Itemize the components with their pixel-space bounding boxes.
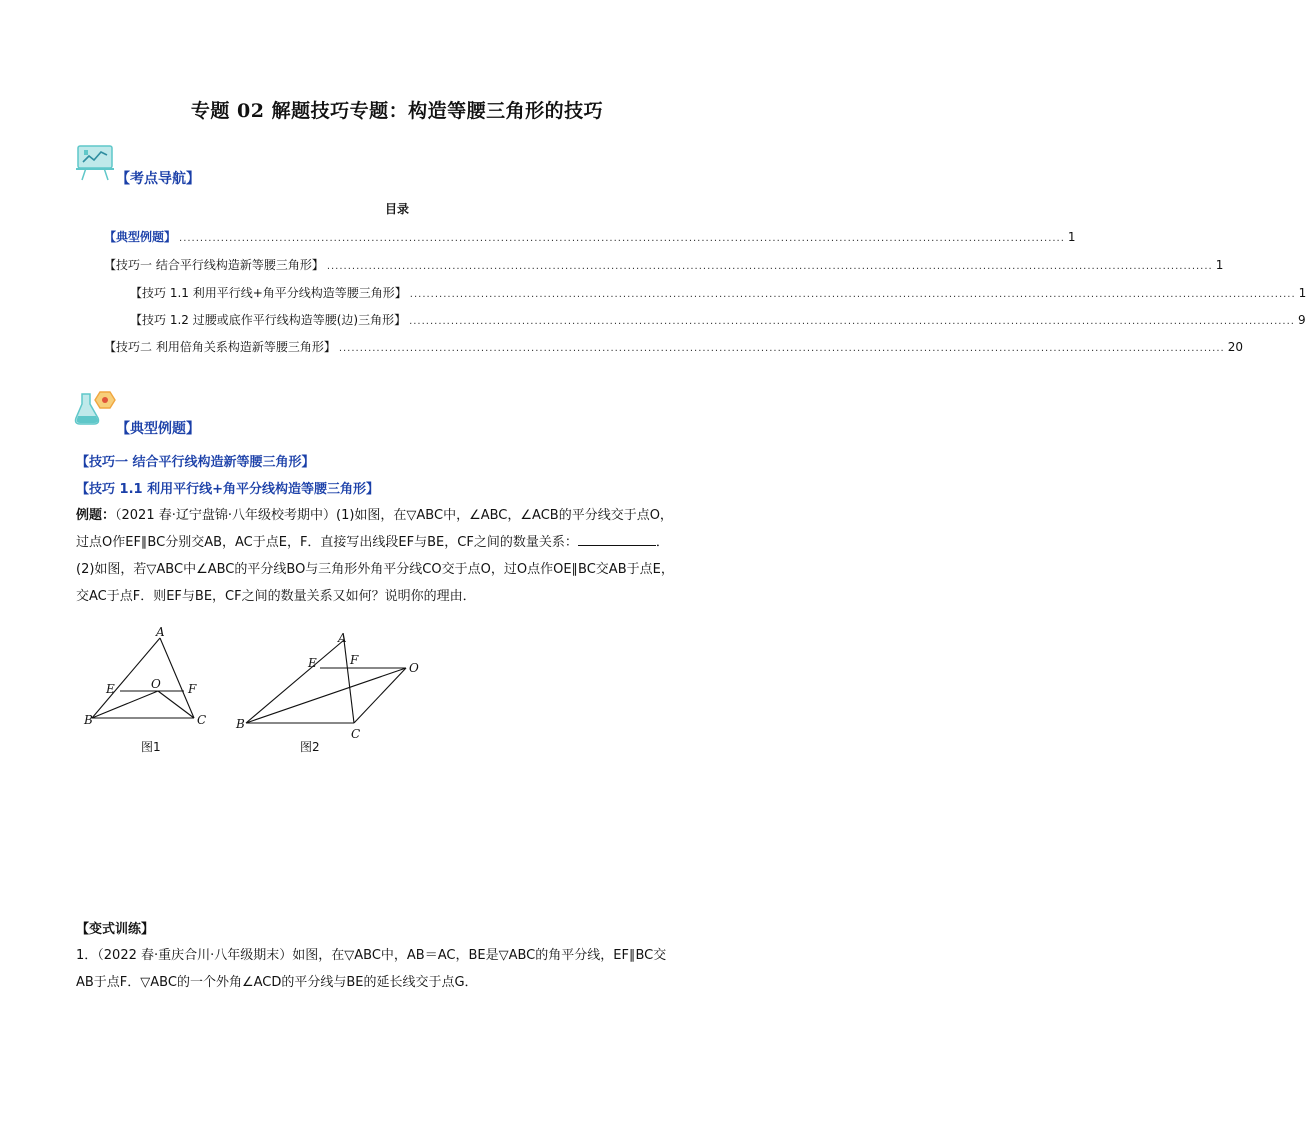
lab-flask-icon — [72, 386, 116, 430]
figure-1-caption: 图1 — [141, 740, 161, 754]
fig1-label-c: C — [197, 713, 207, 727]
toc-leader: .................................................................................................................................................................................................................... — [409, 316, 1295, 327]
fig2-label-e: E — [308, 656, 317, 670]
toc-item[interactable]: 【典型例题】 .................................................................................................................................................................................................................... 1 — [104, 230, 1076, 244]
section-heading: 【技巧一 结合平行线构造新等腰三角形】 — [76, 455, 315, 470]
nav-heading: 【考点导航】 — [116, 171, 200, 187]
toc-item[interactable]: 【技巧一 结合平行线构造新等腰三角形】 .................................................................................................................................................................................................................... 1 — [104, 258, 1224, 272]
toc-title: 目录 — [384, 202, 409, 216]
answer-blank[interactable] — [578, 531, 656, 546]
fig2-label-c: C — [351, 727, 361, 741]
fig1-label-e: E — [106, 682, 115, 696]
fig1-label-f: F — [188, 682, 197, 696]
page-title: 专题 02 解题技巧专题：构造等腰三角形的技巧 — [190, 100, 604, 122]
fig2-label-f: F — [350, 653, 359, 667]
presentation-board-icon — [74, 142, 118, 182]
toc-leader: .................................................................................................................................................................................................................... — [179, 233, 1065, 244]
subsection-heading: 【技巧 1.1 利用平行线+角平分线构造等腰三角形】 — [76, 482, 379, 497]
toc-item[interactable]: 【技巧二 利用倍角关系构造新等腰三角形】 .................................................................................................................................................................................................................... 20 — [104, 340, 1243, 354]
practice-heading: 【变式训练】 — [76, 922, 155, 937]
fig2-label-a: A — [338, 631, 347, 645]
figure-2-diagram — [232, 628, 432, 744]
fig1-label-a: A — [156, 625, 165, 639]
practice-problem: 1．（2022 春·重庆合川·八年级期末）如图，在▽ABC中，AB＝AC，BE是▽ABC的角平分线，EF∥BC交 AB于点F．▽ABC的一个外角∠ACD的平分线与BE的延长线交于点G． — [76, 948, 667, 990]
example-problem: 例题：（2021 春·辽宁盘锦·八年级校考期中）(1)如图，在▽ABC中，∠ABC，∠ACB的平分线交于点O， 过点O作EF∥BC分别交AB，AC于点E，F．直接写出线段EF与BE，CF之间的数量关系： ． (2)如图，若▽ABC中∠ABC的平分线BO与三角形外角平分线CO交于点O，过O点作OE∥BC交AB于点E， 交AC于点F．则EF与BE，CF之间的数量关系又如何？说明你的理由． — [76, 508, 674, 604]
fig1-label-o: O — [151, 677, 161, 691]
toc-leader: .................................................................................................................................................................................................................... — [409, 289, 1296, 300]
toc-leader: .................................................................................................................................................................................................................... — [326, 261, 1213, 272]
examples-heading: 【典型例题】 — [116, 421, 200, 437]
figure-1-diagram — [80, 624, 220, 736]
figure-2-caption: 图2 — [300, 740, 320, 754]
toc-leader: .................................................................................................................................................................................................................... — [338, 343, 1225, 354]
toc-item[interactable]: 【技巧 1.1 利用平行线+角平分线构造等腰三角形】 .................................................................................................................................................................................................................... 1 — [130, 286, 1306, 300]
fig1-label-b: B — [84, 713, 93, 727]
toc-item[interactable]: 【技巧 1.2 过腰或底作平行线构造等腰(边)三角形】 .................................................................................................................................................................................................................... 9 — [130, 313, 1306, 327]
fig2-label-o: O — [409, 661, 419, 675]
fig2-label-b: B — [236, 717, 245, 731]
